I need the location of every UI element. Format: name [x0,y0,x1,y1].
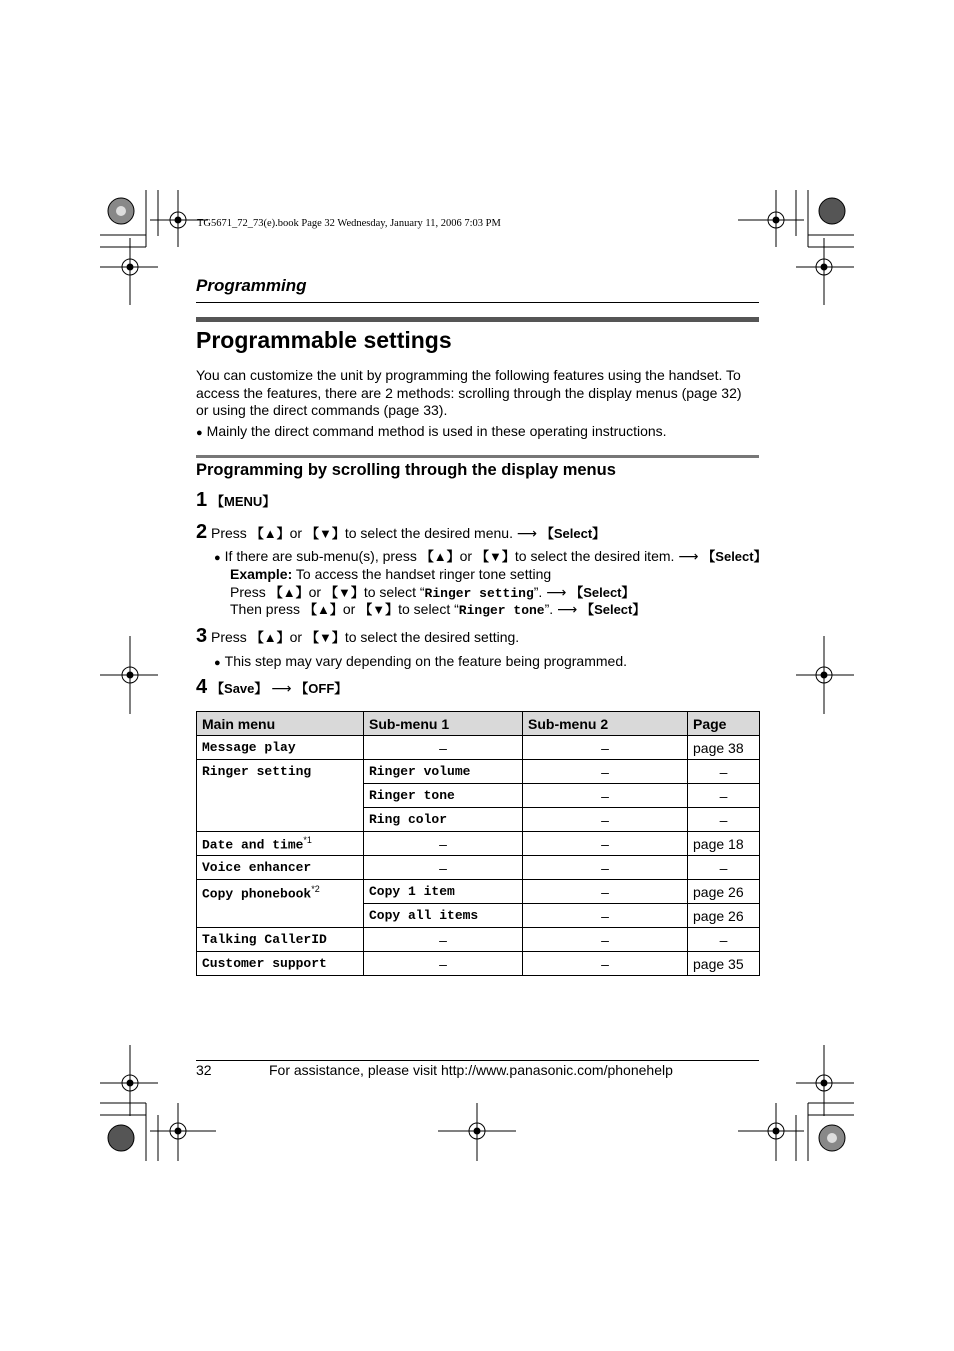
intro-bullet [196,423,667,443]
sub-menu-cell: Ringer volume [364,760,523,784]
dash-cell: – [364,928,523,952]
main-menu-cell: Ringer setting [197,760,364,832]
down-key: 【▼】 [305,630,345,645]
table-row [197,952,760,976]
dash-cell: – [688,856,760,880]
step-2-bullet: ● If there are sub-menu(s), press 【▲】or 【▼】to select the desired item. ⟶ 【Select】 [214,548,767,564]
main-menu-cell: Voice enhancer [197,856,364,880]
arrow-right-icon: ⟶ [557,601,578,617]
footnote-mark: *1 [303,834,312,845]
example-step-1: Press 【▲】or 【▼】to select “Ringer setting”. ⟶ 【Select】 [230,584,635,601]
down-key: 【▼】 [359,602,399,617]
table-row [197,880,760,904]
step-text: Press [211,525,247,541]
title-rule [196,317,759,322]
subsection-title: Programming by scrolling through the display menus [196,461,616,479]
subsection-rule [196,455,759,458]
dash-cell: – [364,952,523,976]
dash-cell: – [688,928,760,952]
up-key: 【▲】 [303,602,343,617]
dash-cell: – [523,736,688,760]
footnote-mark: *2 [311,884,320,894]
dash-cell: – [688,760,760,784]
intro-bullet-text: Mainly the direct command method is used in these operating instructions. [206,423,667,439]
sub-menu-cell: Ringer tone [364,784,523,808]
down-key: 【▼】 [305,526,345,541]
example-label: Example: [230,566,293,582]
page-title: Programmable settings [196,327,452,353]
up-key: 【▲】 [269,585,309,600]
menu-item-name: Ringer tone [458,603,545,618]
dash-cell: – [523,760,688,784]
down-key: 【▼】 [324,585,364,600]
page-cell: page 38 [688,736,760,760]
dash-cell: – [523,904,688,928]
page-cell: page 26 [688,904,760,928]
step-number: 1 [196,489,208,511]
select-key: 【Select】 [540,526,606,541]
table-row [197,832,760,856]
step-4 [196,676,348,698]
save-key: 【Save】 [211,681,268,696]
footer-assistance: For assistance, please visit http://www.panasonic.com/phonehelp [269,1062,673,1078]
menu-key: 【MENU】 [211,494,276,509]
step-3-bullet: ● This step may vary depending on the feature being programmed. [214,653,627,669]
table-row [197,856,760,880]
header-rule [196,302,759,303]
step-1 [196,489,276,511]
page-cell: page 26 [688,880,760,904]
main-menu-cell: Date and time$^{*1}$ [197,832,364,856]
main-menu-cell: Customer support [197,952,364,976]
column-header: Sub-menu 2 [523,712,688,736]
arrow-right-icon: ⟶ [516,525,537,541]
menu-item-name: Ringer setting [424,586,534,601]
select-key: 【Select】 [570,585,635,600]
intro-line: access the features, there are 2 methods: scrolling through the display menus (page 32) [196,384,742,401]
intro-paragraph [196,367,742,420]
dash-cell: – [523,784,688,808]
dash-cell: – [688,784,760,808]
step-2: 2 Press 【▲】or 【▼】to select the desired menu. ⟶ 【Select】 [196,521,606,543]
select-key: 【Select】 [702,549,767,564]
step-3: 3 Press 【▲】or 【▼】to select the desired setting. [196,625,520,647]
table-row [197,928,760,952]
up-key: 【▲】 [420,549,460,564]
main-menu-cell: Message play [197,736,364,760]
dash-cell: – [688,808,760,832]
select-key: 【Select】 [581,602,646,617]
arrow-right-icon: ⟶ [678,548,699,564]
off-key: 【OFF】 [295,681,348,696]
footer-rule [196,1060,759,1061]
up-key: 【▲】 [250,526,290,541]
up-key: 【▲】 [250,630,290,645]
sub-menu-cell: Copy 1 item [364,880,523,904]
step-number: 4 [196,676,208,698]
page-cell: page 35 [688,952,760,976]
example-text: To access the handset ringer tone setting [295,566,552,582]
example-step-2: Then press 【▲】or 【▼】to select “Ringer tone”. ⟶ 【Select】 [230,601,646,618]
bullet-icon: ● [196,427,203,439]
settings-table [196,711,760,976]
page-number: 32 [196,1062,212,1078]
dash-cell: – [523,856,688,880]
column-header: Page [688,712,760,736]
bullet-icon: ● [214,552,221,564]
step-number: 2 [196,521,208,543]
dash-cell: – [364,736,523,760]
table-row [197,760,760,784]
sub-menu-cell: Ring color [364,808,523,832]
dash-cell: – [523,808,688,832]
step-number: 3 [196,625,208,647]
dash-cell: – [523,832,688,856]
dash-cell: – [523,880,688,904]
dash-cell: – [364,832,523,856]
file-info: TG5671_72_73(e).book Page 32 Wednesday, January 11, 2006 7:03 PM [197,218,501,229]
table-header-row [197,712,760,736]
example-line [230,566,551,584]
intro-line: You can customize the unit by programming the following features using the handset. To [196,367,741,383]
section-title: Programming [196,276,307,295]
arrow-right-icon: ⟶ [546,584,567,600]
sub-menu-cell: Copy all items [364,904,523,928]
arrow-right-icon: ⟶ [271,680,292,696]
main-menu-cell: Copy phonebook$^{*2}$ [197,880,364,928]
table-row [197,736,760,760]
column-header: Main menu [197,712,364,736]
dash-cell: – [523,928,688,952]
intro-line: or using the direct commands (page 33). [196,402,448,418]
page-cell: page 18 [688,832,760,856]
bullet-icon: ● [214,657,221,669]
dash-cell: – [364,856,523,880]
main-menu-cell: Talking CallerID [197,928,364,952]
column-header: Sub-menu 1 [364,712,523,736]
down-key: 【▼】 [475,549,515,564]
dash-cell: – [523,952,688,976]
